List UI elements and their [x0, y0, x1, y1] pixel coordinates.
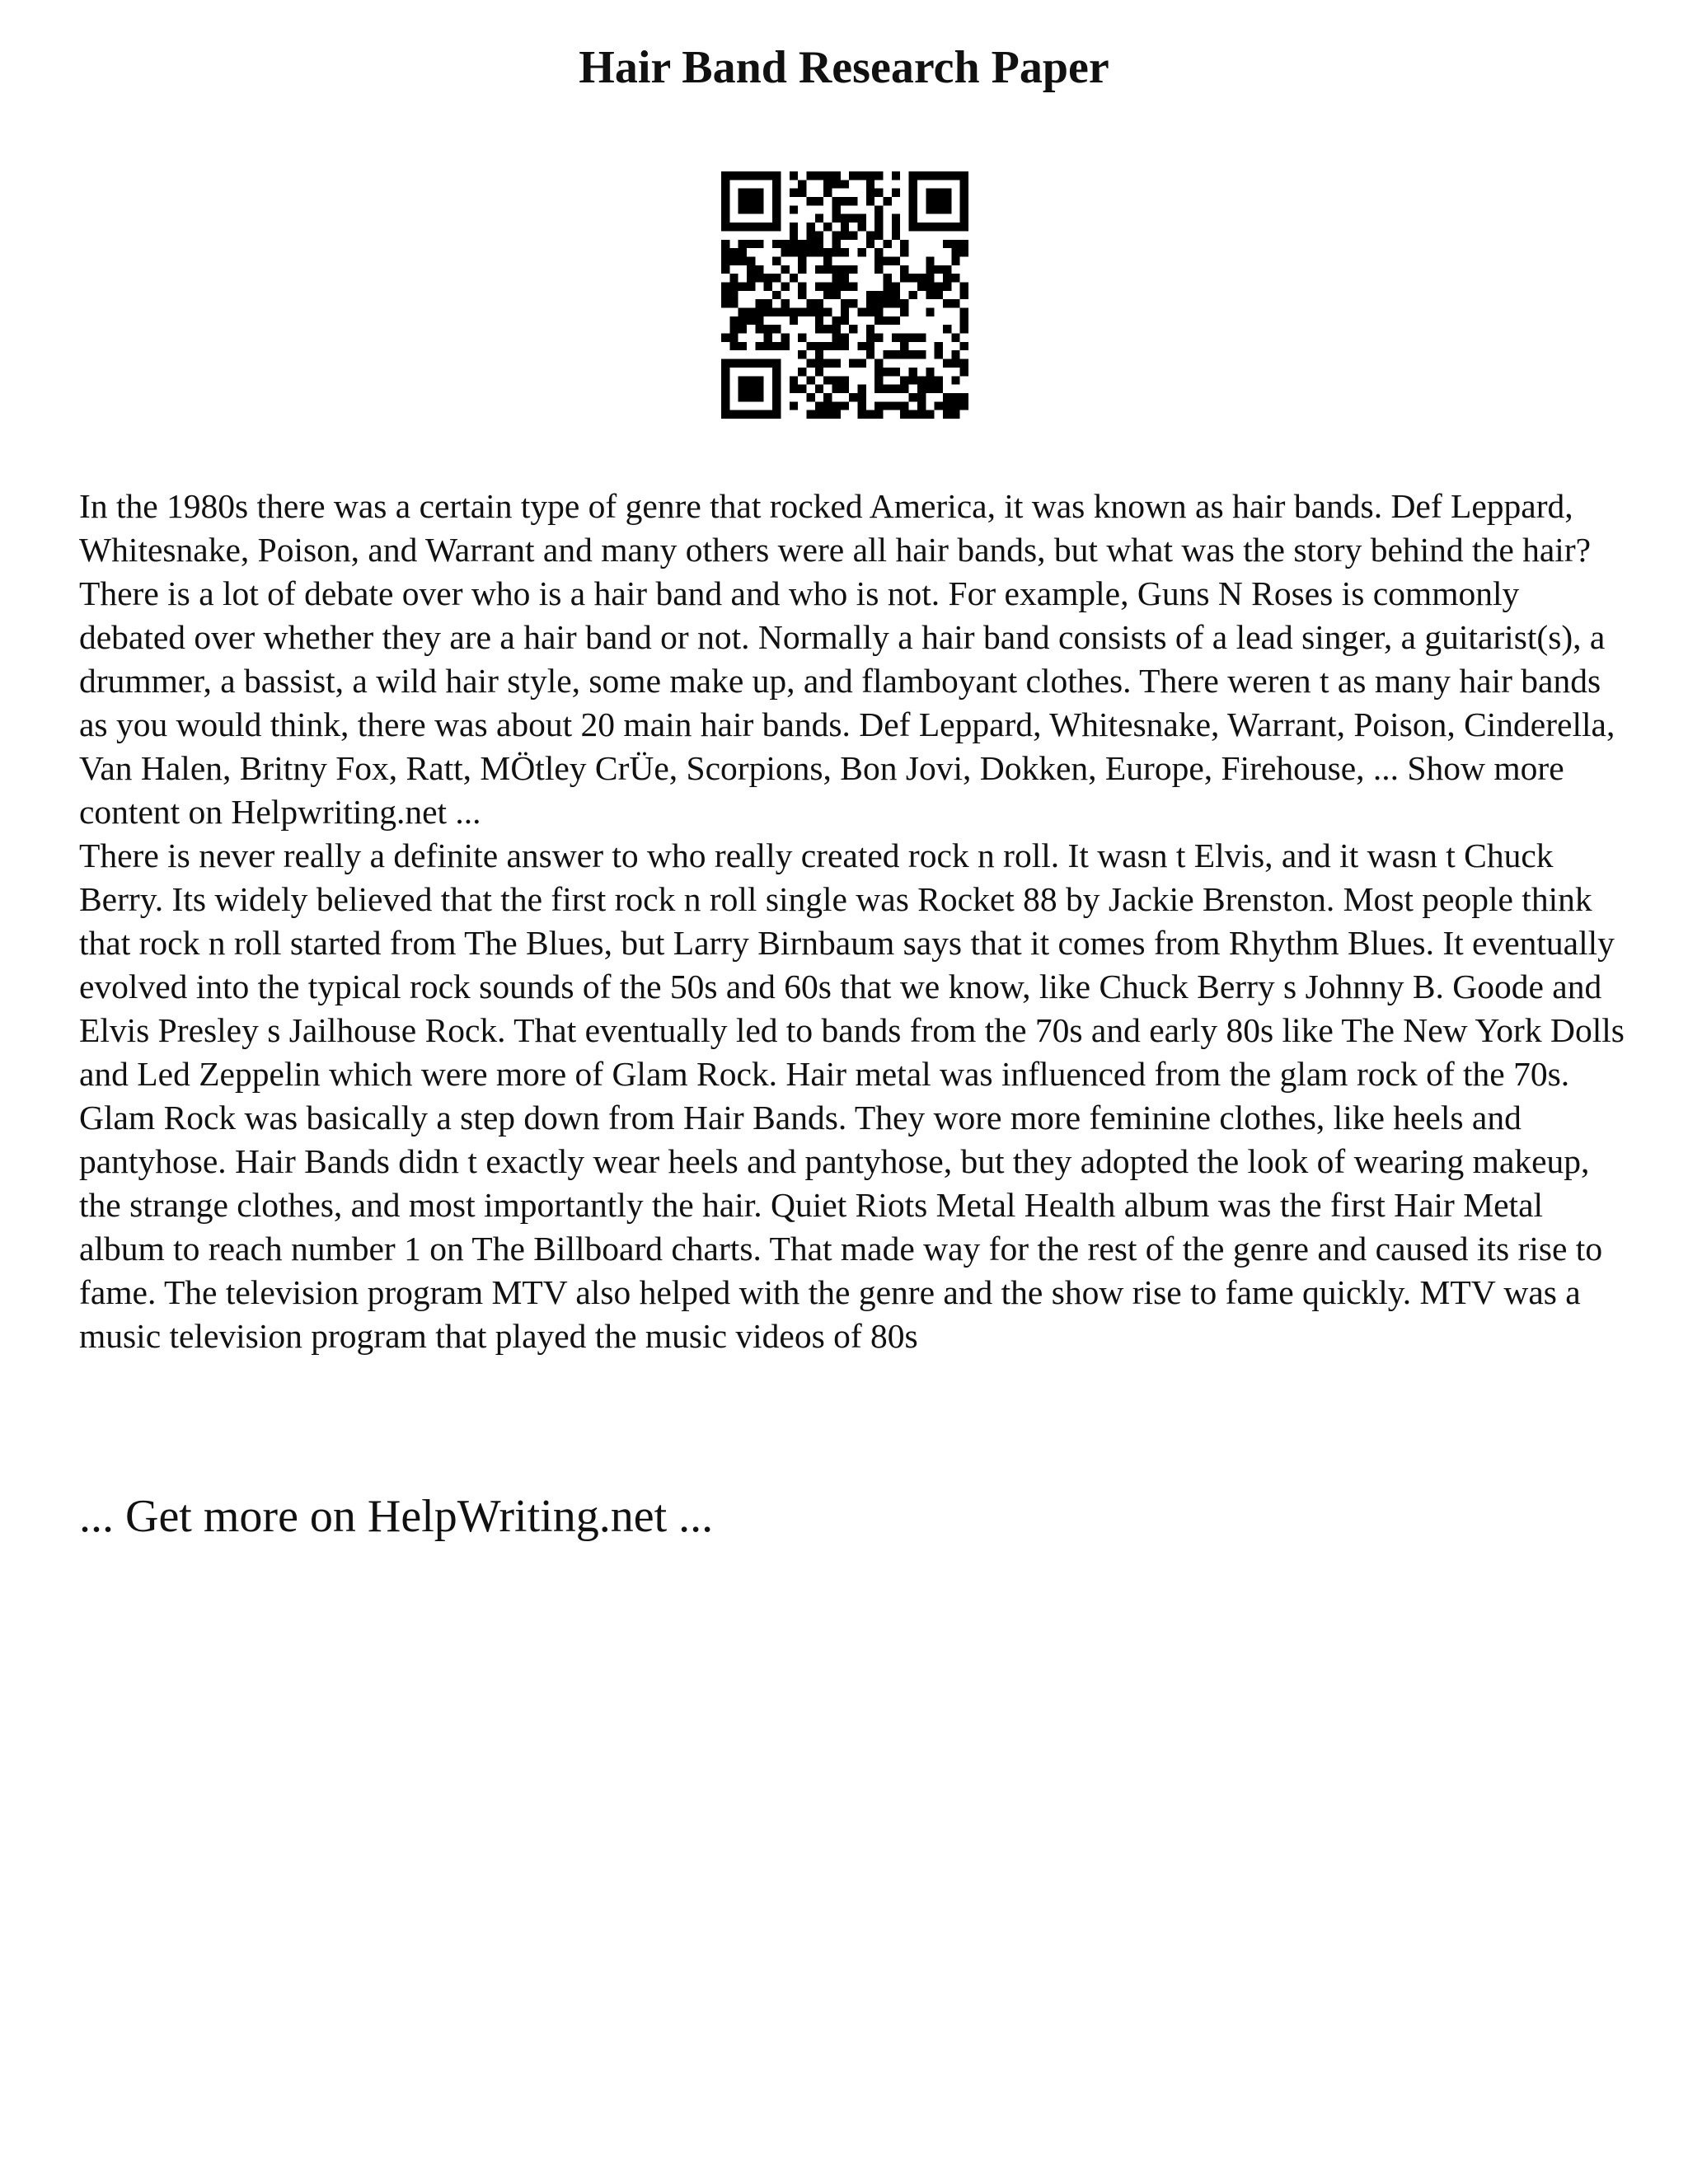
get-more-link[interactable]: ... Get more on HelpWriting.net ... [79, 1491, 714, 1542]
paragraph: In the 1980s there was a certain type of genre that rocked America, it was known as hair bands. Def Leppard, Whitesnake, Poison, and Warrant and many others were all hair bands, but what was the story behind the hair? There is a lot of debate over who is a hair band and who is not. For example, Guns N Roses is commonly debated over whether they are a hair band or not. Normally a hair band consists of a lead singer, a guitarist(s), a drummer, a bassist, a wild hair style, some make up, and flamboyant clothes. There weren t as many hair bands as you would think, there was about 20 main hair bands. Def Leppard, Whitesnake, Warrant, Poison, Cinderella, Van Halen, Britny Fox, Ratt, MÖtley CrÜe, Scorpions, Bon Jovi, Dokken, Europe, Firehouse, ... Show more content on Helpwriting.net ... [79, 487, 1615, 831]
article-body [79, 485, 1629, 1358]
page-title: Hair Band Research Paper [579, 42, 1109, 93]
paragraph: There is never really a definite answer to who really created rock n roll. It wasn t Elvis, and it wasn t Chuck Berry. Its widely believed that the first rock n roll single was Rocket 88 by Jackie Brenston. Most people think that rock n roll started from The Blues, but Larry Birnbaum says that it comes from Rhythm Blues. It eventually evolved into the typical rock sounds of the 50s and 60s that we know, like Chuck Berry s Johnny B. Goode and Elvis Presley s Jailhouse Rock. That eventually led to bands from the 70s and early 80s like The New York Dolls and Led Zeppelin which were more of Glam Rock. Hair metal was influenced from the glam rock of the 70s. Glam Rock was basically a step down from Hair Bands. They wore more feminine clothes, like heels and pantyhose. Hair Bands didn t exactly wear heels and pantyhose, but they adopted the look of wearing makeup, the strange clothes, and most importantly the hair. Quiet Riots Metal Health album was the first Hair Metal album to reach number 1 on The Billboard charts. That made way for the rest of the genre and caused its rise to fame. The television program MTV also helped with the genre and the show rise to fame quickly. MTV was a music television program that played the music videos of 80s [79, 837, 1625, 1355]
qr-code-icon[interactable] [721, 171, 968, 419]
